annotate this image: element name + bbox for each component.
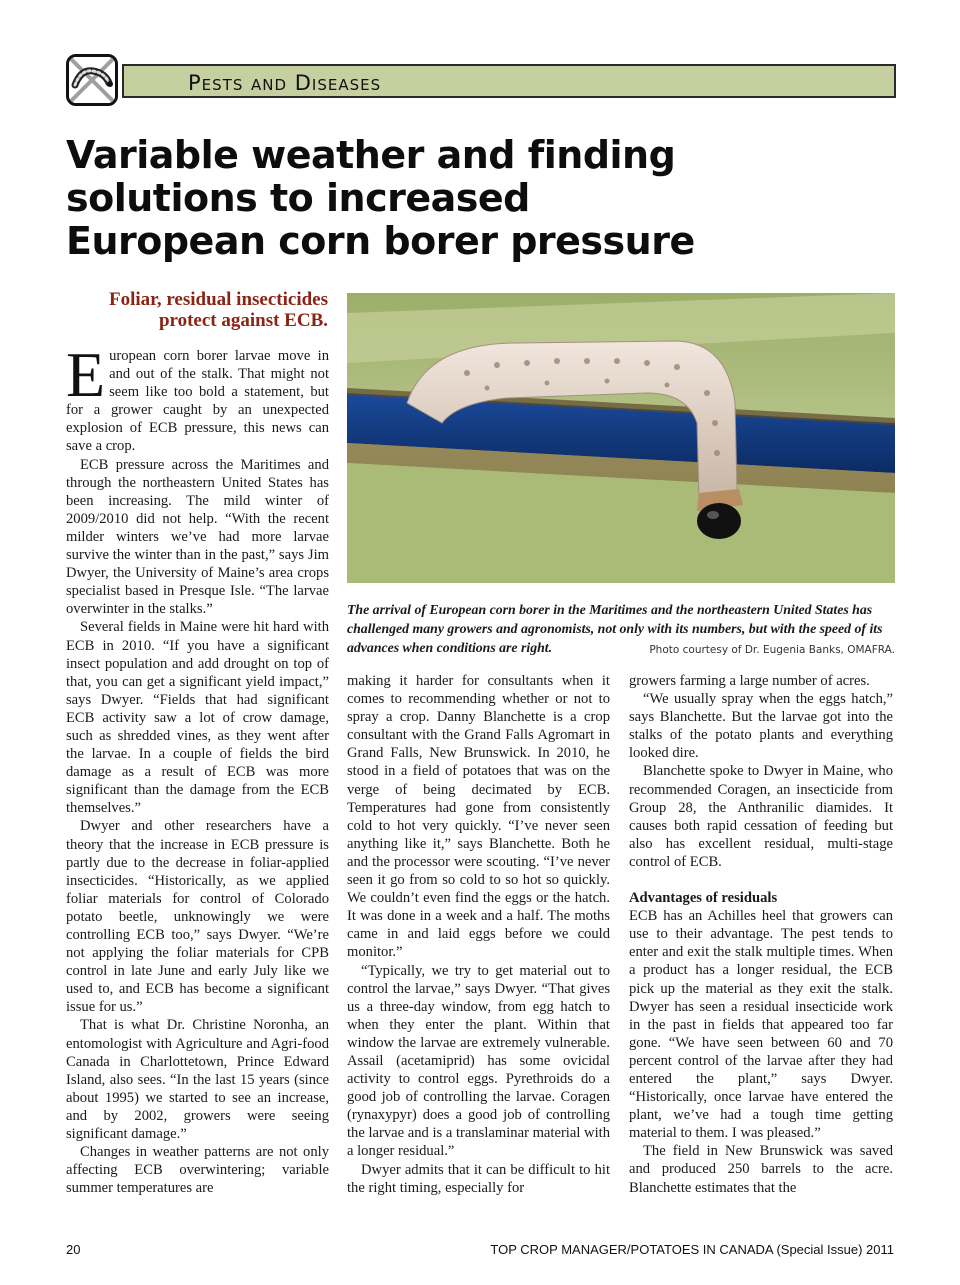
publication-footer: TOP CROP MANAGER/POTATOES IN CANADA (Special Issue) 2011 [490,1242,894,1257]
larva-photo [347,293,895,583]
article-column-3 [629,672,893,1197]
article-column-2 [347,672,610,1197]
paragraph: The field in New Brunswick was saved and produced 250 barrels to the acre. Blanchette estimates that the [629,1143,893,1196]
deck: Foliar, residual insecticides protect against ECB. [108,289,328,331]
lead-paragraph [66,339,329,456]
page-number: 20 [66,1242,81,1257]
lead-text: uropean corn borer larvae move in and out of the stalk. That might not seem like too bold a statement, but for a grower caught by an unexpected explosion of ECB pressure, this news can save a crop. [66,348,329,455]
paragraph: Dwyer admits that it can be difficult to hit the right timing, especially for [347,1161,610,1196]
article-column-1 [66,339,329,1197]
section-title: Pests and Diseases [188,71,382,95]
paragraph: “We usually spray when the eggs hatch,” says Blanchette. But the larvae got into the stalks of the potato plants and everything looked dire. [629,691,893,762]
paragraph: growers farming a large number of acres. [629,673,870,689]
paragraph: Blanchette spoke to Dwyer in Maine, who recommended Coragen, an insecticide from Group 28, the Anthranilic diamides. It causes both rapid cessation of feeding but also has excellent residual, multi-stage control of ECB. [629,763,893,870]
section-header [66,54,896,106]
paragraph: That is what Dr. Christine Noronha, an entomologist with Agriculture and Agri-food Canada in Charlottetown, Prince Edward Island, also sees. “In the last 15 years (since about 1995) we started to see an increase, and by 2002, growers were seeing significant damage.” [66,1017,329,1143]
photo-caption [347,600,895,660]
caption-text: The arrival of European corn borer in the Maritimes and the northeastern United States has challenged many growers and agronomists, not only with its numbers, but with the speed of its advances when conditions are right. [347,602,883,655]
drop-cap: E [66,339,106,410]
section-bar [122,64,896,98]
headline: Variable weather and finding solutions to increased European corn borer pressure [66,133,695,263]
subhead: Advantages of residuals [629,890,778,907]
paragraph: Dwyer and other researchers have a theory that the increase in ECB pressure is partly due to the decrease in foliar-applied insecticides. “Historically, as we applied foliar materials for control of Colorado potato beetle, unknowingly we were controlling ECB too,” says Dwyer. “We’re not applying the foliar materials for CPB control in late June and early July like we used to, and ECB has become a significant issue for us.” [66,818,329,1016]
paragraph: ECB pressure across the Maritimes and through the northeastern United States has been increasing. The mild winter of 2009/2010 did not help. “With the recent milder winters we’ve had more larvae survive the winter than in the past,” says Jim Dwyer, the University of Maine’s area crops specialist based in Presque Isle. “The larvae overwinter in the stalks.” [66,456,329,618]
photo-credit: Photo courtesy of Dr. Eugenia Banks, OMAFRA. [649,644,895,656]
paragraph: Changes in weather patterns are not only affecting ECB overwintering; variable summer temperatures are [66,1144,329,1197]
paragraph: “Typically, we try to get material out to control the larvae,” says Dwyer. “That gives us a three-day window, from egg hatch to when they enter the plant. Within that window the larvae are extremely vulnerable. Assail (acetamiprid) has some ovicidal activity to control eggs. Pyrethroids do a good job of controlling the larvae. Coragen (rynaxypyr) does a good job of controlling the larvae and is a translaminar material with a longer residual.” [347,962,610,1160]
caterpillar-icon [66,54,118,106]
paragraph: making it harder for consultants when it comes to recommending whether or not to spray a crop. Danny Blanchette is a crop consultant with the Grand Falls Agromart in Grand Falls, New Brunswick. In 2010, he stood in a field of potatoes that was on the verge of being decimated by ECB. Temperatures had gone from consistently cold to hot very quickly. “I’ve never seen anything like it,” says Blanchette. Both he and the processor were scouting. “I’ve never seen it go from so cold to so hot so quickly. We couldn’t even find the eggs or the hatch. It was done in a week and a half. The moths came in and laid eggs before we could monitor.” [347,673,610,961]
paragraph: ECB has an Achilles heel that growers can use to their advantage. The pest tends to enter and exit the stalk multiple times. When a product has a longer residual, the ECB pick up the material as they exit the stalk. Dwyer has seen a residual insecticide work in the past in fields that appeared too far gone. “We have seen between 60 and 70 percent control of the larvae after they had entered the plant,” says Dwyer. “Historically, once larvae have entered the plant, we’ve had a tough time getting material to them. I was pleased.” [629,908,893,1142]
paragraph: Several fields in Maine were hit hard with ECB in 2010. “If you have a significant insect population and add drought on top of that, you can get a significant yield impact,” says Dwyer. “Fields that had significant ECB activity saw a lot of crow damage, such as shredded vines, as they went after the larvae. In a couple of fields the bird damage as a result of ECB was more significant than the damage from the ECB themselves.” [66,619,329,817]
